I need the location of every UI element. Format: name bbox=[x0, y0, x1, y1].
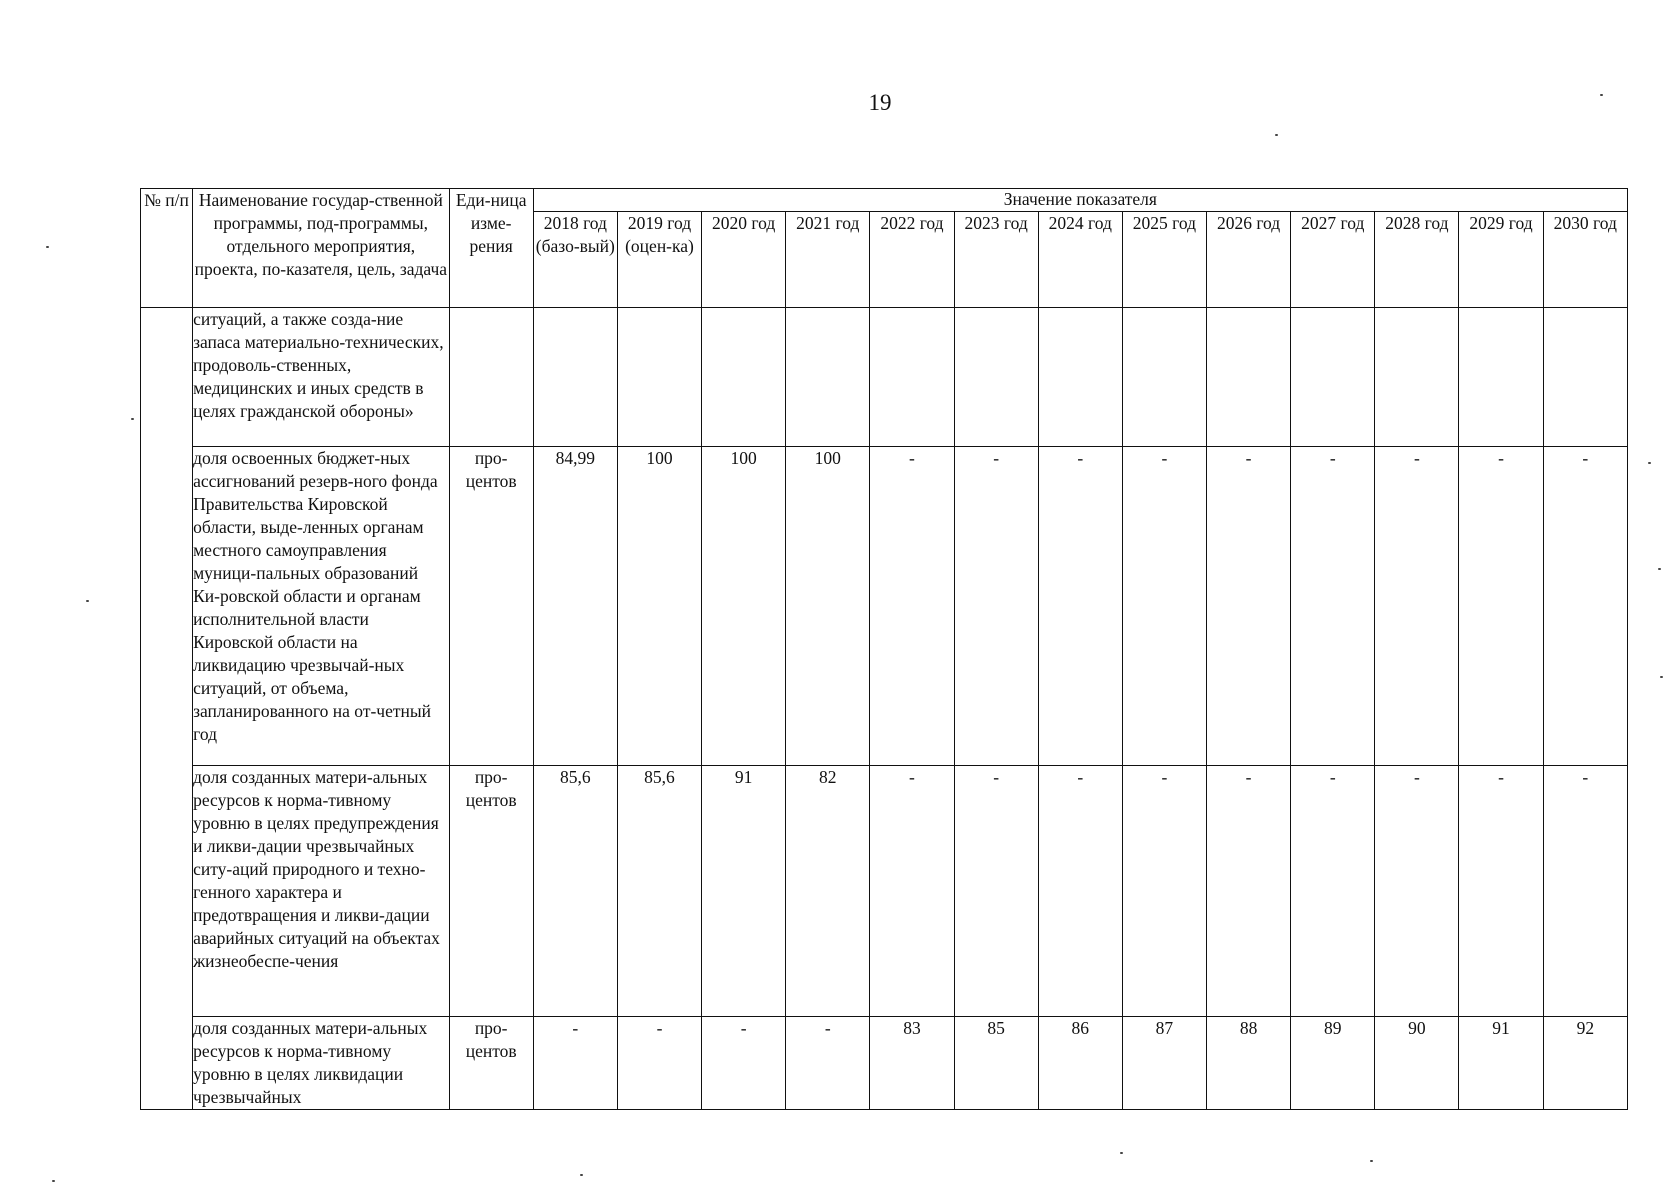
value-cell bbox=[1543, 308, 1627, 447]
value-cell: - bbox=[1207, 766, 1291, 1017]
value-cell: 100 bbox=[617, 447, 701, 766]
header-year: 2029 год bbox=[1459, 212, 1543, 308]
value-cell: - bbox=[1375, 766, 1459, 1017]
header-year: 2022 год bbox=[870, 212, 954, 308]
value-cell bbox=[1459, 308, 1543, 447]
value-cell: 91 bbox=[1459, 1017, 1543, 1110]
value-cell bbox=[617, 308, 701, 447]
header-year: 2030 год bbox=[1543, 212, 1627, 308]
table-row bbox=[141, 308, 1628, 447]
header-name: Наименование государ-ственной программы, под-программы, отдельного мероприятия, проекта, по-казателя, цель, задача bbox=[193, 189, 450, 308]
header-year: 2018 год (базо-вый) bbox=[533, 212, 617, 308]
value-cell: - bbox=[1291, 447, 1375, 766]
value-cell: 89 bbox=[1291, 1017, 1375, 1110]
value-cell: - bbox=[1207, 447, 1291, 766]
indicator-name-cell: доля созданных матери-альных ресурсов к норма-тивному уровню в целях ликвидации чрезвычайных bbox=[193, 1017, 450, 1110]
header-year: 2021 год bbox=[786, 212, 870, 308]
value-cell bbox=[1038, 308, 1122, 447]
header-year: 2023 год bbox=[954, 212, 1038, 308]
scan-speck bbox=[1120, 1152, 1123, 1154]
value-cell: - bbox=[954, 447, 1038, 766]
indicator-table bbox=[140, 188, 1628, 1110]
value-cell: - bbox=[870, 447, 954, 766]
scan-speck bbox=[1660, 676, 1663, 678]
table-row bbox=[141, 447, 1628, 766]
value-cell: - bbox=[1291, 766, 1375, 1017]
value-cell: 92 bbox=[1543, 1017, 1627, 1110]
value-cell: 85 bbox=[954, 1017, 1038, 1110]
value-cell bbox=[1291, 308, 1375, 447]
value-cell: - bbox=[1375, 447, 1459, 766]
value-cell: - bbox=[954, 766, 1038, 1017]
value-cell bbox=[870, 308, 954, 447]
value-cell bbox=[702, 308, 786, 447]
row-num-cell bbox=[141, 308, 193, 1110]
value-cell: 100 bbox=[786, 447, 870, 766]
header-year: 2020 год bbox=[702, 212, 786, 308]
value-cell: 85,6 bbox=[533, 766, 617, 1017]
value-cell bbox=[1122, 308, 1206, 447]
value-cell bbox=[786, 308, 870, 447]
value-cell: - bbox=[870, 766, 954, 1017]
scan-speck bbox=[52, 1180, 55, 1182]
page-number: 19 bbox=[868, 90, 892, 115]
indicator-name-cell: доля созданных матери-альных ресурсов к норма-тивному уровню в целях предупреждения и ликви-дации чрезвычайных ситу-аций природного и техно-генного характера и предотвращения и ликви-дации аварийных ситуаций на объектах жизнеобеспе-чения bbox=[193, 766, 450, 1017]
value-cell: 100 bbox=[702, 447, 786, 766]
value-cell: - bbox=[533, 1017, 617, 1110]
header-unit: Еди-ница изме-рения bbox=[449, 189, 533, 308]
value-cell: - bbox=[1122, 766, 1206, 1017]
table-header bbox=[141, 189, 1628, 308]
value-cell: - bbox=[1543, 447, 1627, 766]
scan-speck bbox=[131, 418, 134, 420]
scan-speck bbox=[1370, 1160, 1373, 1162]
scan-speck bbox=[46, 246, 49, 248]
value-cell: - bbox=[617, 1017, 701, 1110]
value-cell: 82 bbox=[786, 766, 870, 1017]
header-num: № п/п bbox=[141, 189, 193, 308]
value-cell bbox=[533, 308, 617, 447]
value-cell: 84,99 bbox=[533, 447, 617, 766]
indicator-name-cell: ситуаций, а также созда-ние запаса материально-технических, продоволь-ственных, медицинских и иных средств в целях гражданской обороны» bbox=[193, 308, 450, 447]
scan-speck bbox=[580, 1174, 583, 1176]
header-year: 2019 год (оцен-ка) bbox=[617, 212, 701, 308]
header-year: 2026 год bbox=[1207, 212, 1291, 308]
value-cell: - bbox=[1459, 447, 1543, 766]
table-row bbox=[141, 766, 1628, 1017]
value-cell: - bbox=[786, 1017, 870, 1110]
value-cell: 90 bbox=[1375, 1017, 1459, 1110]
value-cell: 86 bbox=[1038, 1017, 1122, 1110]
scan-speck bbox=[1658, 568, 1661, 570]
value-cell: - bbox=[1038, 766, 1122, 1017]
value-cell: - bbox=[702, 1017, 786, 1110]
value-cell: 88 bbox=[1207, 1017, 1291, 1110]
value-cell: - bbox=[1122, 447, 1206, 766]
value-cell: 85,6 bbox=[617, 766, 701, 1017]
value-cell bbox=[954, 308, 1038, 447]
table-body bbox=[141, 308, 1628, 1110]
value-cell: - bbox=[1038, 447, 1122, 766]
scan-speck bbox=[86, 600, 89, 602]
header-values-group: Значение показателя bbox=[533, 189, 1627, 212]
value-cell bbox=[1375, 308, 1459, 447]
value-cell bbox=[1207, 308, 1291, 447]
header-year: 2024 год bbox=[1038, 212, 1122, 308]
unit-cell: про-центов bbox=[449, 447, 533, 766]
value-cell: 83 bbox=[870, 1017, 954, 1110]
table-row bbox=[141, 1017, 1628, 1110]
value-cell: - bbox=[1459, 766, 1543, 1017]
scan-speck bbox=[1275, 134, 1278, 136]
value-cell: 91 bbox=[702, 766, 786, 1017]
scan-speck bbox=[1648, 462, 1651, 464]
value-cell: - bbox=[1543, 766, 1627, 1017]
scan-speck bbox=[1600, 94, 1603, 96]
indicator-name-cell: доля освоенных бюджет-ных ассигнований резерв-ного фонда Правительства Кировской области, выде-ленных органам местного самоуправления муници-пальных образований Ки-ровской области и органам исполнительной власти Кировской области на ликвидацию чрезвычай-ных ситуаций, от объема, запланированного на от-четный год bbox=[193, 447, 450, 766]
unit-cell: про-центов bbox=[449, 1017, 533, 1110]
header-year: 2028 год bbox=[1375, 212, 1459, 308]
value-cell: 87 bbox=[1122, 1017, 1206, 1110]
unit-cell: про-центов bbox=[449, 766, 533, 1017]
header-year: 2027 год bbox=[1291, 212, 1375, 308]
header-year: 2025 год bbox=[1122, 212, 1206, 308]
unit-cell bbox=[449, 308, 533, 447]
